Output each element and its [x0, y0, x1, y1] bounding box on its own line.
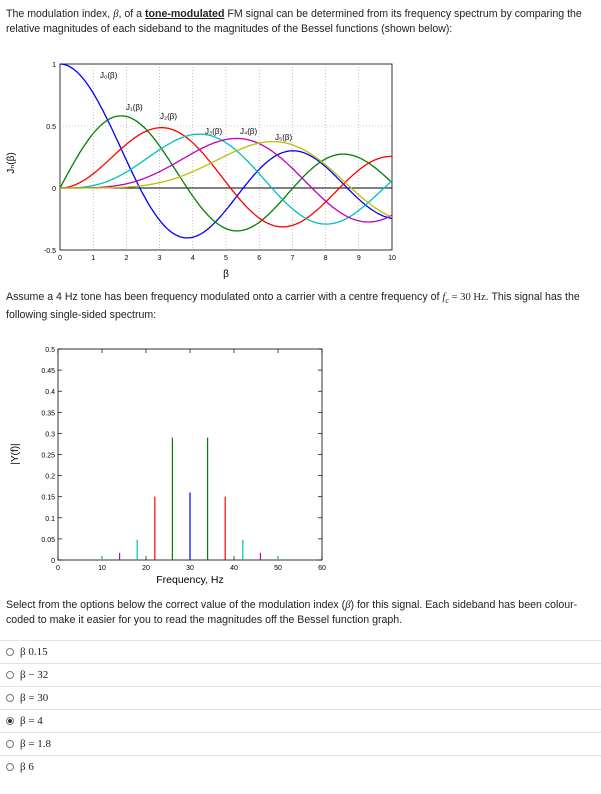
- bessel-xtick-label: 8: [323, 255, 328, 262]
- option-3[interactable]: [0, 686, 601, 709]
- bessel-chart: [0, 48, 601, 286]
- bessel-xtick-label: 3: [157, 255, 162, 262]
- intro-before: The modulation index,: [6, 8, 114, 20]
- assume-after: . This signal has the following single-sided spectrum:: [6, 291, 580, 322]
- spectrum-ytick-label: 0: [51, 558, 55, 565]
- spectrum-xlabel: Frequency, Hz: [156, 574, 224, 586]
- bessel-xlabel: β: [223, 269, 229, 280]
- spectrum-xtick-label: 0: [56, 565, 60, 572]
- fc-symbol: f: [442, 292, 446, 303]
- option-5[interactable]: [0, 732, 601, 755]
- bessel-xtick-label: 10: [388, 255, 396, 262]
- option-6[interactable]: [0, 755, 601, 778]
- bessel-ytick-label: 1: [52, 62, 56, 69]
- bessel-curve-label: J₂(β): [160, 112, 178, 121]
- bessel-xtick-label: 7: [290, 255, 295, 262]
- bessel-xtick-label: 1: [91, 255, 96, 262]
- radio-6[interactable]: [6, 763, 14, 771]
- option-2-label: β − 32: [20, 669, 49, 681]
- bessel-curve-label: J₃(β): [205, 127, 223, 136]
- bessel-curve-label: J₅(β): [275, 133, 293, 142]
- question-before: Select from the options below the correct value of the modulation index (: [6, 599, 346, 611]
- bessel-curve-label: J₀(β): [100, 71, 118, 80]
- option-2[interactable]: [0, 663, 601, 686]
- option-4-label: β = 4: [20, 715, 43, 727]
- spectrum-ylabel: |Y(f)|: [10, 443, 21, 465]
- fc-value: = 30 Hz: [448, 292, 486, 303]
- bessel-ylabel: Jₙ(β): [6, 152, 17, 174]
- spectrum-chart: [0, 336, 601, 590]
- bessel-ytick-label: 0: [52, 186, 56, 193]
- bessel-ytick-label: 0.5: [46, 124, 56, 131]
- spectrum-xtick-label: 20: [142, 565, 150, 572]
- spectrum-ytick-label: 0.15: [41, 494, 55, 502]
- bessel-xtick-label: 9: [356, 255, 361, 262]
- bessel-curve-label: J₄(β): [240, 127, 258, 136]
- spectrum-xtick-label: 40: [230, 565, 238, 572]
- tone-modulated-link[interactable]: tone-modulated: [144, 8, 225, 20]
- spectrum-ytick-label: 0.25: [41, 452, 55, 460]
- bessel-xtick-label: 6: [257, 255, 262, 262]
- bessel-curve-label: J₁(β): [126, 103, 143, 112]
- spectrum-ytick-label: 0.05: [41, 536, 55, 544]
- radio-1[interactable]: [6, 648, 14, 656]
- assume-text: [6, 290, 596, 323]
- intro-after: FM signal can be determined from its frequency spectrum by comparing the relative magnitudes of each sideband to the magnitudes of the Bessel functions (shown below):: [6, 8, 582, 35]
- spectrum-xtick-label: 60: [318, 565, 326, 572]
- bessel-xtick-label: 5: [224, 255, 228, 262]
- spectrum-ytick-label: 0.45: [41, 368, 55, 376]
- intro-text: [6, 7, 596, 37]
- radio-5[interactable]: [6, 740, 14, 748]
- option-1-label: β 0.15: [20, 646, 48, 658]
- bessel-ytick-label: -0.5: [43, 248, 56, 255]
- spectrum-xtick-label: 30: [186, 565, 194, 572]
- spectrum-ytick-label: 0.35: [41, 410, 55, 418]
- question-after: ) for this signal. Each sideband has been colour-coded to make it easier for you to read the magnitudes off the Bessel function graph.: [6, 599, 578, 626]
- spectrum-ytick-label: 0.5: [45, 347, 55, 354]
- option-1[interactable]: [0, 640, 601, 663]
- answer-options: [0, 640, 601, 778]
- bessel-xtick-label: 0: [58, 255, 62, 262]
- radio-4[interactable]: [6, 717, 14, 725]
- beta-symbol: β: [113, 9, 119, 20]
- bessel-xtick-label: 2: [124, 255, 129, 262]
- spectrum-xtick-label: 10: [98, 565, 106, 572]
- spectrum-xtick-label: 50: [274, 565, 282, 572]
- option-5-label: β = 1.8: [20, 738, 52, 750]
- option-3-label: β = 30: [20, 692, 49, 704]
- radio-3[interactable]: [6, 694, 14, 702]
- spectrum-ytick-label: 0.1: [45, 515, 55, 523]
- fc-subscript: c: [445, 296, 449, 306]
- spectrum-ytick-label: 0.2: [45, 473, 55, 481]
- spectrum-ytick-label: 0.3: [45, 431, 55, 439]
- intro-mid: , of a: [118, 8, 145, 20]
- option-6-label: β 6: [20, 761, 34, 773]
- option-4[interactable]: [0, 709, 601, 732]
- radio-2[interactable]: [6, 671, 14, 679]
- question-beta: β: [345, 600, 351, 611]
- question-text: [6, 598, 596, 628]
- spectrum-ytick-label: 0.4: [45, 389, 55, 397]
- bessel-xtick-label: 4: [190, 255, 195, 262]
- assume-before: Assume a 4 Hz tone has been frequency modulated onto a carrier with a centre frequency of: [6, 291, 443, 303]
